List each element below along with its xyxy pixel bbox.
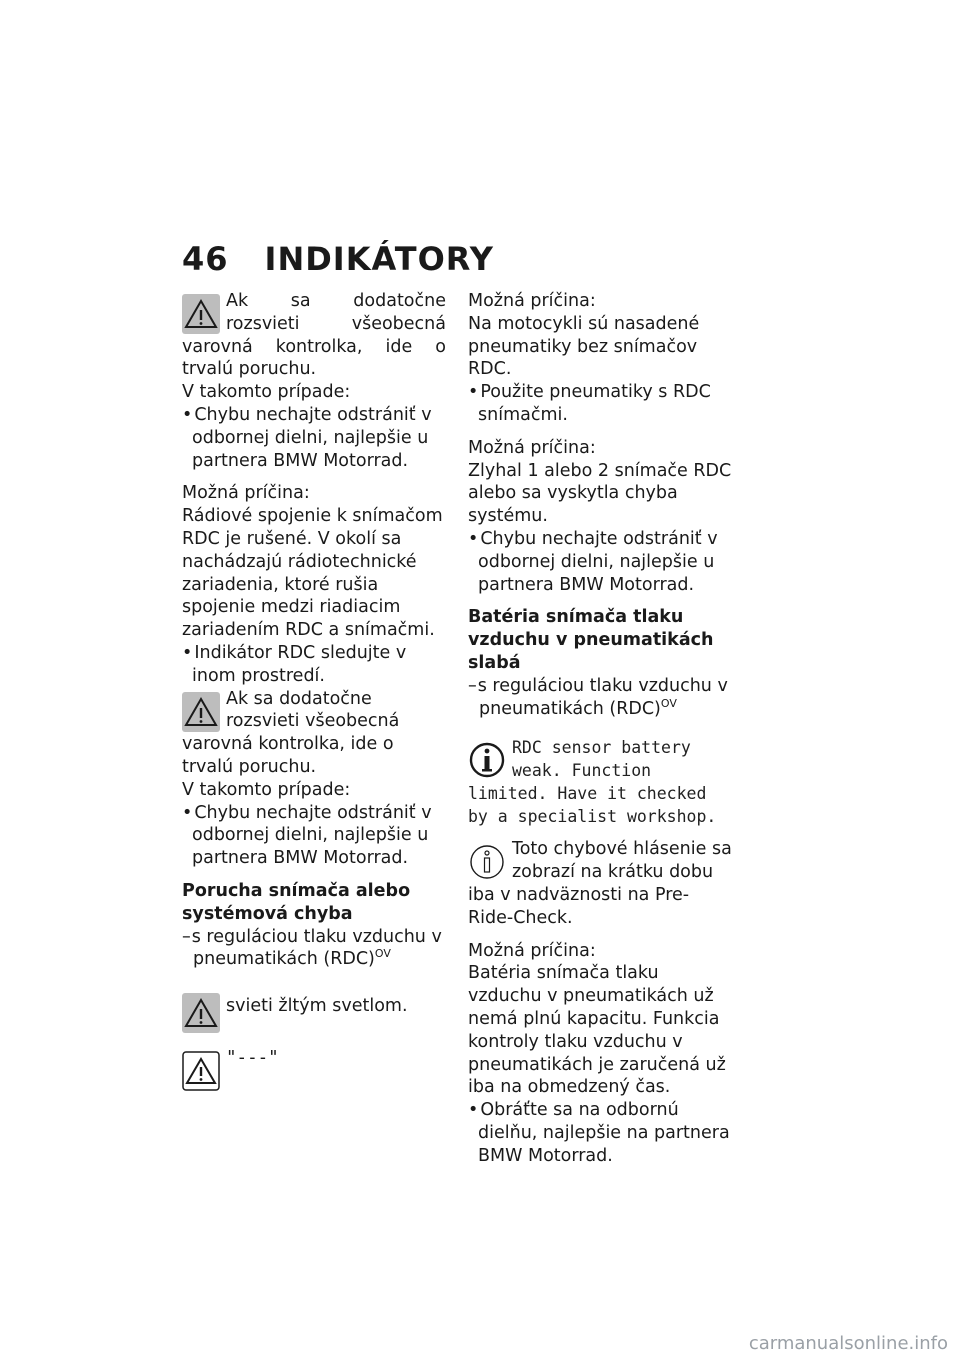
left-column [182,290,446,1091]
warning-block-1 [182,290,446,381]
display-message: RDC sensor battery weak. Function limited. Have it checked by a specialist workshop. [468,738,717,827]
warning-lamp-icon [182,993,220,1033]
dash-item: – s reguláciou tlaku vzduchu v pneumatikách (RDC)$^{OV}$ [468,675,732,721]
cause-label: Možná príčina: [468,291,596,311]
ov-superscript: OV [374,947,391,961]
page-header [182,240,494,278]
cause-label: Možná príčina: [468,940,596,961]
warning-text: Ak sa dodatočne rozsvieti všeobecná varovná kontrolka, ide o trvalú poruchu. [182,291,446,380]
lamp-block [182,989,446,1033]
cause-label: Možná príčina: [182,483,310,504]
bullet-item: • Použite pneumatiky s RDC snímačmi. [468,381,732,427]
bullet-item: • Obráťte sa na odbornú dielňu, najlepšie na partnera BMW Motorrad. [468,1099,732,1167]
mono-message-block [468,736,732,828]
page-number: 46 [182,240,229,278]
ov-superscript: OV [660,696,677,710]
cause-label: Možná príčina: [468,437,596,458]
cause-text: Zlyhal 1 alebo 2 snímače RDC alebo sa vyskytla chyba systému. [468,460,732,527]
instruction-text: V takomto prípade: [182,382,351,403]
display-block [182,1047,446,1091]
bullet-item: • Chybu nechajte odstrániť v odbornej dielni, najlepšie u partnera BMW Motorrad. [182,404,446,472]
right-column [468,290,732,1168]
cause-text: Batéria snímača tlaku vzduchu v pneumatikách už nemá plnú kapacitu. Funkcia kontroly tlaku vzduchu v pneumatikách je zaručená už iba na obmedzený čas. [468,963,726,1098]
section-heading: Porucha snímača alebo systémová chyba [182,880,411,924]
page-title: INDIKÁTORY [264,240,494,278]
cause-text: Rádiové spojenie k snímačom RDC je rušené. V okolí sa nachádzajú rádiotechnické zariadenia, ktoré rušia spojenie medzi riadiacim zariadením RDC a snímačmi. [182,506,443,641]
warning-outline-icon [182,1051,220,1091]
instruction-text: V takomto prípade: [182,779,351,800]
lamp-text: svieti žltým svetlom. [226,996,408,1017]
bullet-item: • Chybu nechajte odstrániť v odbornej dielni, najlepšie u partnera BMW Motorrad. [468,528,732,596]
warning-triangle-icon [182,294,220,334]
display-text: "---" [226,1048,279,1069]
bullet-item: • Chybu nechajte odstrániť v odbornej dielni, najlepšie u partnera BMW Motorrad. [182,802,446,870]
warning-triangle-icon [182,692,220,732]
info-outline-icon [468,842,506,882]
section-heading: Batéria snímača tlaku vzduchu v pneumatikách slabá [468,607,714,673]
info-text: Toto chybové hlásenie sa zobrazí na krátku dobu iba v nadväznosti na Pre-Ride-Check. [468,839,732,928]
info-block [468,838,732,929]
cause-text: Na motocykli sú nasadené pneumatiky bez snímačov RDC. [468,313,700,380]
info-icon [468,740,506,780]
warning-block-2 [182,688,446,779]
footer-watermark: carmanualsonline.info [748,1333,948,1354]
bullet-item: • Indikátor RDC sledujte v inom prostredí. [182,642,446,688]
warning-text: Ak sa dodatočne rozsvieti všeobecná varovná kontrolka, ide o trvalú poruchu. [182,688,400,777]
dash-item: – s reguláciou tlaku vzduchu v pneumatikách (RDC)$^{OV}$ [182,926,446,972]
